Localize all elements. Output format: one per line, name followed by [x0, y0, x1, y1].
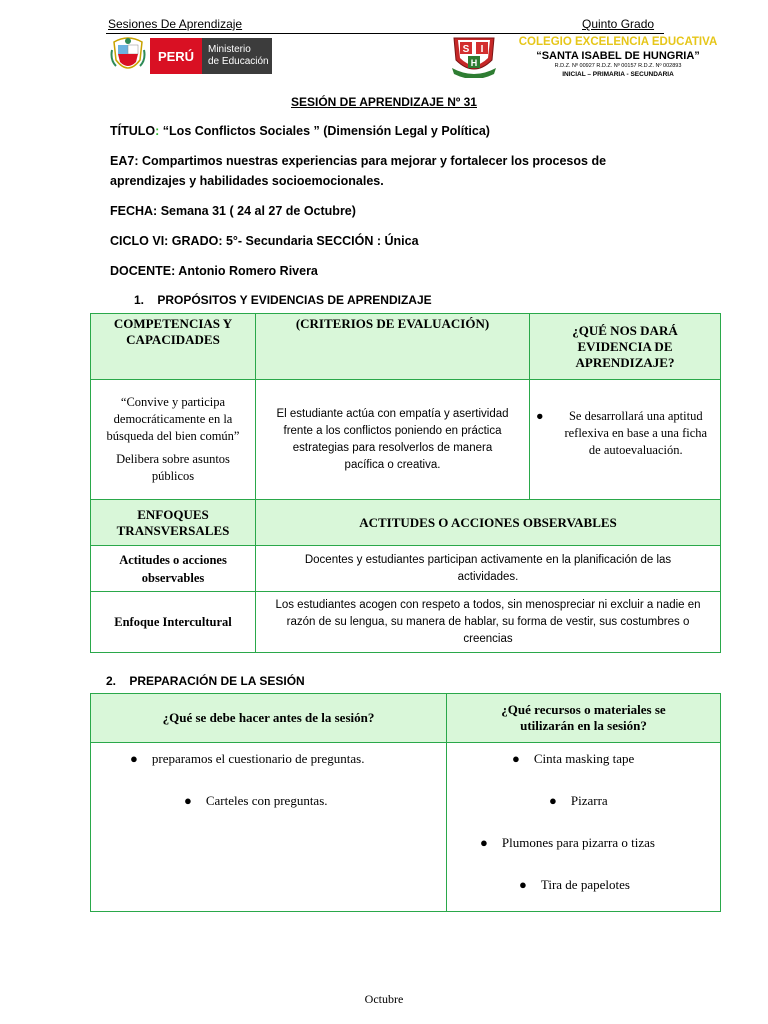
- peru-label: PERÚ: [150, 38, 202, 74]
- evidencia-bullet-icon: ●: [536, 409, 544, 423]
- criterio-cell: El estudiante actúa con empatía y asertividad frente a los conflictos poniendo en práctica estrategias para resolverlos de manera pacífica o creativa.: [255, 379, 530, 500]
- evidencia-cell: [529, 379, 721, 500]
- titulo-label: TÍTULO: [110, 124, 156, 138]
- running-header-right: Quinto Grado: [582, 17, 655, 31]
- peru-ministry-logo: [110, 36, 272, 76]
- antes-cell: [90, 742, 447, 912]
- docente-line: DOCENTE: Antonio Romero Rivera: [110, 264, 318, 278]
- evidencia-text: Se desarrollará una aptitud reflexiva en base a una ficha de autoevaluación.: [564, 409, 708, 457]
- school-resolutions: R.D.Z. Nº 00927 R.D.Z. Nº 00157 R.D.Z. Nº 002893: [554, 63, 682, 69]
- recurso-item: ● Tira de papelotes: [519, 877, 630, 892]
- school-levels: INICIAL – PRIMARIA - SECUNDARIA: [562, 71, 674, 78]
- svg-text:I: I: [480, 44, 484, 55]
- row-2-text: Los estudiantes acogen con respeto a todos, sin menospreciar ni excluir a nadie en razón de su lengua, su manera de hablar, su forma de vestir, sus costumbres o creencias: [255, 591, 721, 653]
- antes-item: ● preparamos el cuestionario de preguntas.: [130, 751, 365, 766]
- ministry-label: [202, 38, 272, 74]
- ministry-line-1: Ministerio: [208, 44, 251, 55]
- bullet-icon: ●: [480, 835, 488, 850]
- recurso-item: ● Cinta masking tape: [512, 751, 635, 766]
- bullet-icon: ●: [512, 751, 520, 766]
- header-criterios: (CRITERIOS DE EVALUACIÓN): [255, 313, 530, 380]
- header-recursos: ¿Qué recursos o materiales se utilizarán en la sesión?: [446, 693, 721, 743]
- fecha-line: FECHA: Semana 31 ( 24 al 27 de Octubre): [110, 204, 356, 218]
- peru-shield-icon: [110, 36, 146, 76]
- antes-item: ● Carteles con preguntas.: [184, 793, 328, 808]
- bullet-icon: ●: [549, 793, 557, 808]
- header-evidencia: ¿QUÉ NOS DARÁ EVIDENCIA DE APRENDIZAJE?: [529, 313, 721, 380]
- header-antes: ¿Qué se debe hacer antes de la sesión?: [90, 693, 447, 743]
- bullet-icon: ●: [519, 877, 527, 892]
- recurso-item: ● Pizarra: [549, 793, 608, 808]
- recurso-item: ● Plumones para pizarra o tizas: [480, 835, 655, 850]
- capacidad-text: Delibera sobre asuntos públicos: [116, 452, 230, 483]
- ea7-line-2: aprendizajes y habilidades socioemocionales.: [110, 174, 384, 188]
- titulo-value: “Los Conflictos Sociales ” (Dimensión Legal y Política): [162, 124, 490, 138]
- page-footer: Octubre: [364, 992, 404, 1006]
- header-enfoques: ENFOQUES TRANSVERSALES: [90, 499, 256, 546]
- competencia-text: “Convive y participa democráticamente en la búsqueda del bien común”: [106, 395, 240, 443]
- row-2-label: Enfoque Intercultural: [90, 591, 256, 653]
- header-divider: [106, 33, 664, 34]
- header-competencias: COMPETENCIAS Y CAPACIDADES: [90, 313, 256, 380]
- competencia-cell: [90, 379, 256, 500]
- bullet-icon: ●: [184, 793, 192, 808]
- header-actitudes: ACTITUDES O ACCIONES OBSERVABLES: [255, 499, 721, 546]
- svg-text:H: H: [470, 58, 478, 68]
- running-header-left: Sesiones De Aprendizaje: [108, 17, 243, 31]
- ministry-line-2: de Educación: [208, 56, 269, 67]
- titulo-line: TÍTULO: “Los Conflictos Sociales ” (Dimensión Legal y Política): [110, 124, 490, 138]
- document-title: SESIÓN DE APRENDIZAJE Nº 31: [291, 95, 477, 109]
- row-1-label: Actitudes o acciones observables: [90, 545, 256, 592]
- section-2-heading: 2. PREPARACIÓN DE LA SESIÓN: [106, 674, 305, 688]
- section-1-heading: 1. PROPÓSITOS Y EVIDENCIAS DE APRENDIZAJE: [134, 293, 432, 307]
- ciclo-line: CICLO VI: GRADO: 5°- Secundaria SECCIÓN : Única: [110, 234, 419, 248]
- bullet-icon: ●: [130, 751, 138, 766]
- school-name: COLEGIO EXCELENCIA EDUCATIVA: [518, 36, 718, 48]
- row-1-text: Docentes y estudiantes participan activamente en la planificación de las actividades.: [255, 545, 721, 592]
- school-subname: “SANTA ISABEL DE HUNGRIA”: [536, 50, 700, 62]
- ea7-line-1: EA7: Compartimos nuestras experiencias para mejorar y fortalecer los procesos de: [110, 154, 607, 168]
- svg-text:S: S: [462, 44, 470, 55]
- school-crest-icon: [452, 34, 496, 78]
